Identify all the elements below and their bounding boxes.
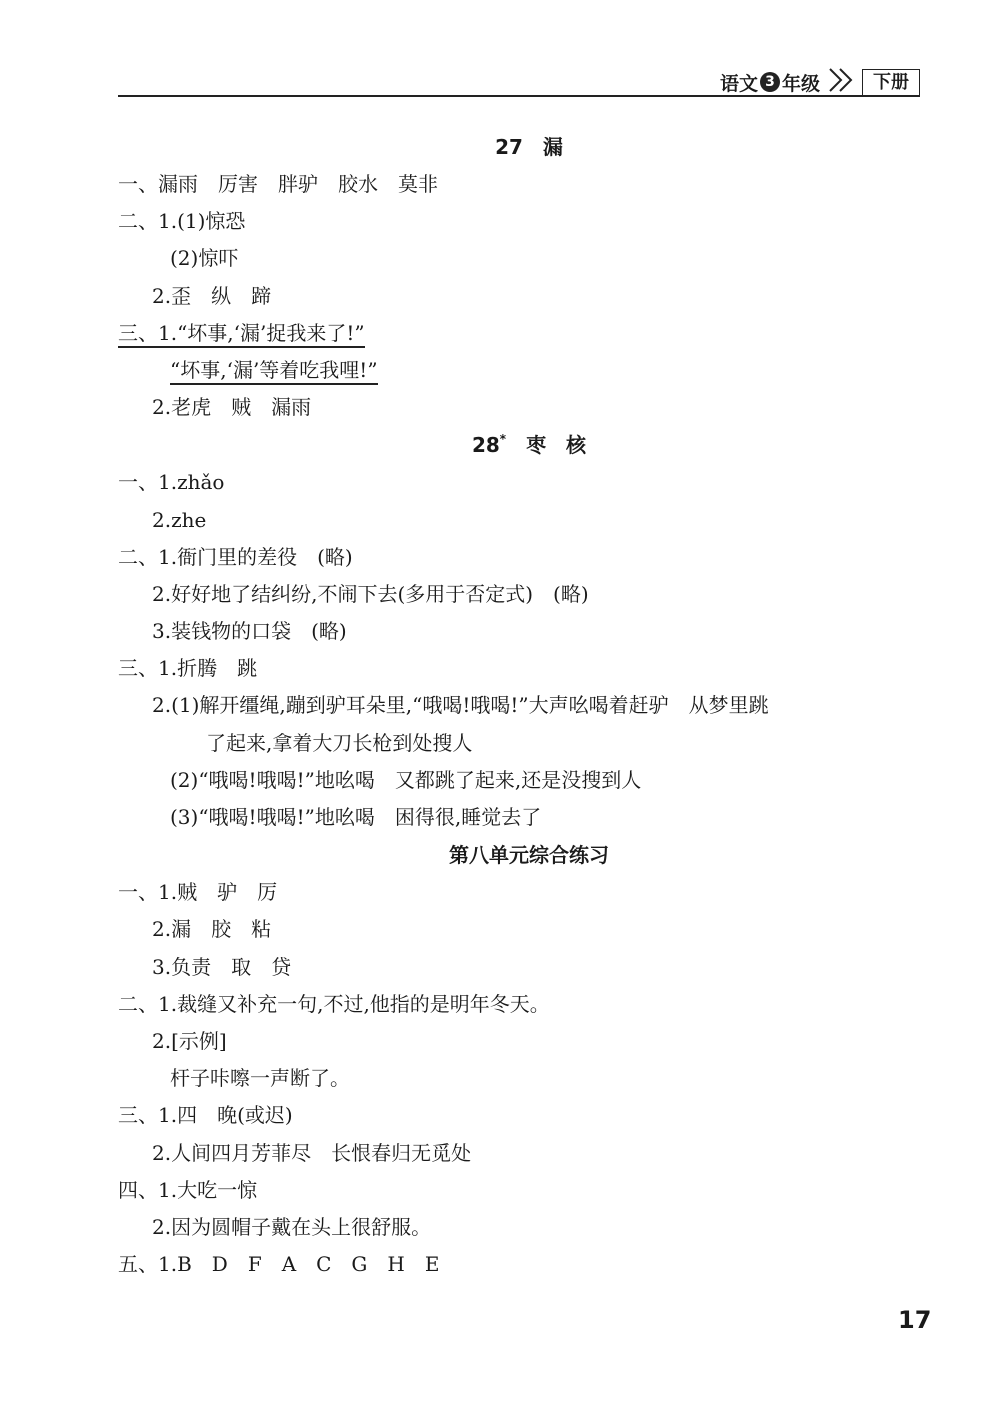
underlined-quote: “坏事,‘漏’等着吃我哩!” bbox=[170, 358, 378, 385]
answer-line: 五、1.B D F A C G H E bbox=[118, 1252, 440, 1277]
section-title-unit8: 第八单元综合练习 bbox=[449, 843, 609, 868]
answer-line: 二、1.衙门里的差役 (略) bbox=[118, 544, 353, 569]
page-header bbox=[118, 62, 920, 98]
answer-line: 了起来,拿着大刀长枪到处搜人 bbox=[206, 730, 473, 755]
section-name: 枣 核 bbox=[526, 433, 587, 458]
answer-line: 2.好好地了结纠纷,不闹下去(多用于否定式) (略) bbox=[152, 581, 589, 606]
answer-line: 2.[示例] bbox=[152, 1028, 227, 1053]
answer-line: 2.人间四月芳菲尽 长恨春归无觅处 bbox=[152, 1140, 472, 1165]
answer-line: 3.负责 取 贷 bbox=[152, 954, 292, 979]
answer-line: 二、1.(1)惊恐 bbox=[118, 209, 246, 234]
section-title-27: 27 漏 bbox=[495, 135, 563, 159]
header-rule bbox=[118, 95, 920, 97]
answer-line: (2)“哦喝!哦喝!”地吆喝 又都跳了起来,还是没搜到人 bbox=[170, 767, 642, 792]
double-chevron-icon bbox=[828, 67, 858, 97]
section-title-28 bbox=[118, 426, 920, 464]
answer-line-underlined bbox=[118, 352, 920, 389]
answer-line: 一、1.贼 驴 厉 bbox=[118, 880, 278, 905]
subject-label: 语文 bbox=[719, 72, 758, 95]
answer-line-underlined bbox=[118, 315, 920, 352]
answer-content bbox=[118, 128, 920, 1283]
answer-line: 一、漏雨 厉害 胖驴 胶水 莫非 bbox=[118, 172, 438, 196]
answer-line: 2.zhe bbox=[152, 507, 207, 532]
answer-line: 2.歪 纵 蹄 bbox=[152, 283, 272, 308]
answer-line: 三、1.折腾 跳 bbox=[118, 656, 258, 681]
answer-line: (2)惊吓 bbox=[170, 246, 239, 271]
answer-line: 二、1.裁缝又补充一句,不过,他指的是明年冬天。 bbox=[118, 991, 550, 1016]
answer-line: 2.因为圆帽子戴在头上很舒服。 bbox=[152, 1214, 432, 1239]
answer-line: 2.老虎 贼 漏雨 bbox=[152, 395, 312, 420]
page-number: 17 bbox=[898, 1306, 932, 1334]
grade-suffix-label: 年级 bbox=[781, 72, 820, 95]
optional-mark: * bbox=[499, 432, 507, 447]
grade-number-badge: 3 bbox=[760, 72, 780, 92]
answer-line: 三、1.四 晚(或迟) bbox=[118, 1103, 293, 1128]
answer-line: 2.漏 胶 粘 bbox=[152, 917, 272, 942]
answer-line: (3)“哦喝!哦喝!”地吆喝 困得很,睡觉去了 bbox=[170, 805, 542, 829]
answer-line: 杆子咔嚓一声断了。 bbox=[170, 1066, 350, 1091]
volume-tab: 下册 bbox=[862, 69, 920, 96]
header-label bbox=[720, 68, 920, 96]
answer-line: 一、1.zhǎo bbox=[118, 470, 225, 495]
underlined-quote: 三、1.“坏事,‘漏’捉我来了!” bbox=[118, 321, 365, 348]
section-number: 28 bbox=[471, 433, 500, 458]
answer-line: 四、1.大吃一惊 bbox=[118, 1177, 258, 1202]
answer-line: 3.装钱物的口袋 (略) bbox=[152, 619, 347, 644]
answer-line: 2.(1)解开缰绳,蹦到驴耳朵里,“哦喝!哦喝!”大声吆喝着赶驴 从梦里跳 bbox=[152, 693, 769, 718]
